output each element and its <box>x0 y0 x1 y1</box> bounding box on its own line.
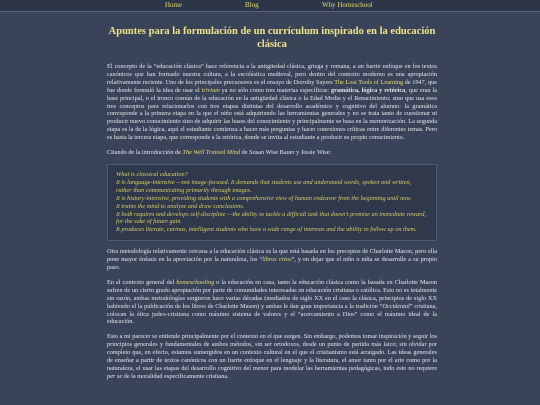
paragraph-intro <box>107 63 437 142</box>
article <box>107 26 437 388</box>
top-navigation-bar <box>0 0 540 12</box>
paragraph-hs-text-b: o la educación en casa, tanto la educación clásica como la basada en Charlotte Mason sufren de un cierto grado apropiación por parte de comunidades interesadas en educación cristiana o católica. Esto no es totalmente sin razón, ambas metodologías surgieron hace varias décadas (mediados de siglo XX en el caso la clásica, principios de siglo XX habiendo el la publicación de los libros de Charlotte Mason) y ambas le dan gran importancia a la tradición “ <box>107 278 437 310</box>
blockquote <box>107 164 437 241</box>
quote-line: It is history-intensive, providing students with a comprehensive view of human endeavor from the beginning until now. <box>116 194 412 202</box>
term-occidental: Occidental <box>382 302 410 310</box>
quote-line: It trains the mind to analyze and draw conclusions. <box>116 202 245 210</box>
paragraph-intro-text-a: El concepto de la “educación clásica” hace referencia a la antigüedad clásica, griega y romana, a un fuerte enfoque en los textos canónicos que han formado nuestra cultura, a la escolástica medieval, pero dentro del contexto moderno es una apropiación relativamente reciente. Uno de los principales precursores es el ensayo de Dorothy Sayers <box>107 63 437 86</box>
nav-link-why-homeschool[interactable]: Why Homeschool <box>322 1 373 9</box>
paragraph-context <box>107 333 437 380</box>
quote-line: It produces literate, curious, intelligent students who have a wide range of interests and the ability to follow up on them. <box>116 226 417 234</box>
quote-line: It is language-intensive —not image-focused. It demands that students use and understand words, spoken and written, rather than communicating primarily through images. <box>116 178 412 194</box>
paragraph-charlotte-mason <box>107 248 437 272</box>
paragraph-intro-text-d: , que eran la base principal, o el tronco común de la educación en la antigüedad clásica o la Edad Media y el Renacimiento; sino que usa esos tres conceptos para relacionarlos con tres etapas distintas del desarrollo académico y cognitivo del alumno: la gramática corresponde a la primera etapa en la que el niño está adquiriendo las herramientas generales y no se trata tanto de cuestionar ni producir nuevo conocimiento sino de adquirir las bases del conocimiento y principalmente se basa en la memorización. La segunda etapa es la de la lógica, aquí el estudiante comienza a hacer más preguntas y hacer conexiones críticas entre diferentes temas. Pero es hasta la tercera etapa, que corresponde a la retórica, donde se invita al estudiante a producir su propio conocimiento. <box>107 86 437 142</box>
citation-text-b: de Susan Wise Bauer y Jessie Wise: <box>240 149 332 157</box>
paragraph-ctx-text-a: Esto a mi parecer se entiende principalmente por el contexto en el que surgen. Sin embargo, podemos tomar inspiración y seguir los principios generales y fundamentales de ambos métodos, sin ser ortodoxos, desde un punto de partida más laico; sin olvidar por completo que, en efecto, estamos sumergidos en un contexto cultural en el que el cristianismo está arraigado. Las ideas generales de enseñar a partir de textos canónicos con un fuerte enfoque en el lenguaje y la literatura, el amor tanto por el arte como por la naturaleza, el usar las etapas del desarrollo cognitivo del menor para modelar las herramientas pedagógicas, todo esto no requiere <box>107 333 437 372</box>
paragraph-hs-text-c: ” cristiana, colocan la ética judeo-cristiana como máximo sistema de valores y el “acercamiento a Dios” como el máximo ideal de la educación. <box>107 302 437 326</box>
quote-line: What is classical education? <box>116 170 188 178</box>
term-homeschooling: homeschooling <box>176 278 215 286</box>
paragraph-homeschooling <box>107 279 437 326</box>
article-title: Apuntes para la formulación de un currículum inspirado en la educación clásica <box>108 26 436 50</box>
term-per-se: per se <box>107 372 123 380</box>
term-grammar-logic-rhetoric: gramática, lógica y retórica <box>331 86 406 94</box>
link-lost-tools-of-learning[interactable]: The Lost Tools of Learning <box>334 78 404 86</box>
term-libros-vivos: libros vivos <box>262 256 292 264</box>
book-title-well-trained-mind: The Well Trained Mind <box>182 149 241 157</box>
quote-line: It both requires and develops self-discipline —the ability to tackle a difficult task that doesn't promise an immediate reward, for the sake of future gain. <box>116 210 427 226</box>
citation-text-a: Citando de la introducción de <box>107 149 183 157</box>
term-trivium: trivium <box>201 86 220 94</box>
paragraph-ctx-text-b: de la moralidad específicamente cristiana. <box>122 372 229 380</box>
paragraph-intro-text-c: ya no sólo como tres materias específicas: <box>219 86 332 94</box>
paragraph-cm-text-b: ”, y en dejar que el niño o niña se desarrolle a su propio paso. <box>107 256 437 272</box>
paragraph-hs-text-a: En el contexto general del <box>107 278 177 286</box>
paragraph-intro-text-b: de 1947, que fue donde formuló la idea de usar el <box>107 78 438 94</box>
nav-link-blog[interactable]: Blog <box>245 1 259 9</box>
paragraph-cm-text-a: Otra metodología relativamente cercana a la educación clásica es la que está basada en los preceptos de Charlotte Mason, pero ella pone mayor énfasis en la apreciación por la naturaleza, los “ <box>107 248 437 264</box>
nav-link-home[interactable]: Home <box>165 1 183 9</box>
paragraph-citation <box>107 149 437 157</box>
